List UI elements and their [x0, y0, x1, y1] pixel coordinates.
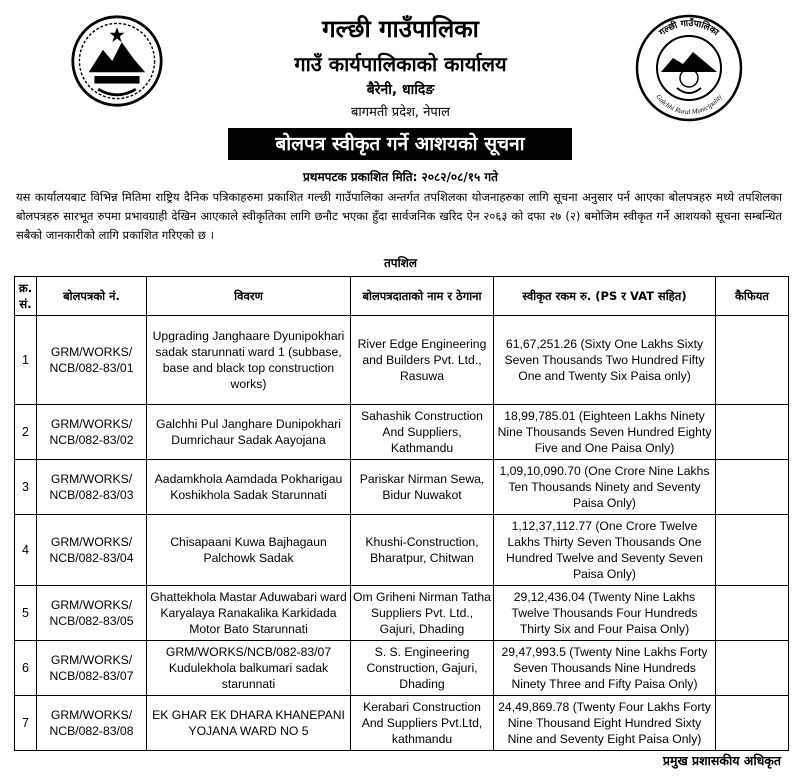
cell-sn: 2 — [15, 405, 37, 460]
cell-description: Chisapaani Kuwa Bajhagaun Palchowk Sadak — [147, 515, 351, 586]
cell-bidder: Khushi-Construction, Bharatpur, Chitwan — [351, 515, 494, 586]
table-row — [15, 316, 789, 405]
table-row — [15, 641, 789, 696]
cell-sn: 6 — [15, 641, 37, 696]
cell-bid-no: GRM/WORKS/ NCB/082-83/08 — [37, 696, 147, 751]
cell-bid-no: GRM/WORKS/ NCB/082-83/07 — [37, 641, 147, 696]
cell-bidder: Kerabari Construction And Suppliers Pvt.Ltd, kathmandu — [351, 696, 494, 751]
col-remarks: कैफियत — [716, 277, 789, 316]
cell-amount: 18,99,785.01 (Eighteen Lakhs Ninety Nine Thousands Seven Hundred Eighty Five and One Paisa Only) — [494, 405, 716, 460]
cell-remarks — [716, 515, 789, 586]
notice-body: यस कार्यालयबाट विभिन्न मितिमा राष्ट्रिय दैनिक पत्रिकाहरुमा प्रकाशित गल्छी गाउँपालिका अन्तर्गत तपशिलका योजनाहरुका लागि सूचना अनुसार पर्न आएका बोलपत्रहरु मध्ये तपशिलका बोलपत्रहरु सारभूत रुपमा प्रभावग्राही देखिन आएकाले स्वीकृतिका लागि छनौट भएका हुँदा सार्वजनिक खरिद ऐन २०६३ को दफा २७ (२) बमोजिम स्वीकृत गर्ने आशयको सूचना सम्बन्धित सबैको जानकारीको लागि प्रकाशित गरिएको छ । — [16, 190, 782, 242]
cell-sn: 7 — [15, 696, 37, 751]
cell-description: Ghattekhola Mastar Aduwabari ward Karyalaya Ranakalika Karkidada Motor Bato Starunnati — [147, 586, 351, 641]
cell-remarks — [716, 641, 789, 696]
cell-bid-no: GRM/WORKS/ NCB/082-83/02 — [37, 405, 147, 460]
col-bidder: बोलपत्रदाताको नाम र ठेगाना — [351, 277, 494, 316]
cell-sn: 4 — [15, 515, 37, 586]
cell-bidder: S. S. Engineering Construction, Gajuri, Dhading — [351, 641, 494, 696]
cell-sn: 3 — [15, 460, 37, 515]
cell-amount: 24,49,869.78 (Twenty Four Lakhs Forty Nine Thousand Eight Hundred Sixty Nine and Seventy Eight Paisa Only) — [494, 696, 716, 751]
table-header-row — [15, 277, 789, 316]
cell-remarks — [716, 460, 789, 515]
cell-bidder: River Edge Engineering and Builders Pvt. Ltd., Rasuwa — [351, 316, 494, 405]
signature-title: प्रमुख प्रशासकीय अधिकृत — [662, 753, 781, 768]
cell-amount: 1,12,37,112.77 (One Crore Twelve Lakhs Thirty Seven Thousands One Hundred Twelve and Seventy Seven Paisa Only) — [494, 515, 716, 586]
cell-amount: 29,47,993.5 (Twenty Nine Lakhs Forty Seven Thousands Nine Hundreds Ninety Three and Fifty Paisa Only) — [494, 641, 716, 696]
cell-sn: 5 — [15, 586, 37, 641]
cell-amount: 29,12,436.04 (Twenty Nine Lakhs Twelve Thousands Four Hundreds Thirty Six and Four Paisa Only) — [494, 586, 716, 641]
office-location: बैरेनी, धादिङ — [366, 82, 435, 98]
cell-remarks — [716, 405, 789, 460]
col-bid-no: बोलपत्रको नं. — [37, 277, 147, 316]
bid-table — [14, 276, 789, 751]
cell-bid-no: GRM/WORKS/ NCB/082-83/04 — [37, 515, 147, 586]
cell-amount: 1,09,10,090.70 (One Crore Nine Lakhs Ten Thousands Ninety and Seventy Paisa Only) — [494, 460, 716, 515]
cell-description: Upgrading Janghaare Dyunipokhari sadak starunnati ward 1 (subbase, base and black top construction works) — [147, 316, 351, 405]
municipality-name: गल्छी गाउँपालिका — [322, 15, 479, 43]
cell-remarks — [716, 316, 789, 405]
published-date: प्रथमपटक प्रकाशित मिति: २०८२/०८/१५ गते — [302, 170, 499, 184]
table-title: तपशिल — [383, 256, 418, 270]
notice-title: बोलपत्र स्वीकृत गर्ने आशयको सूचना — [228, 128, 572, 160]
office-name: गाउँ कार्यपालिकाको कार्यालय — [294, 52, 507, 76]
cell-bidder: Sahashik Construction And Suppliers, Kathmandu — [351, 405, 494, 460]
col-amount: स्वीकृत रकम रु. (PS र VAT सहित) — [494, 277, 716, 316]
cell-bid-no: GRM/WORKS/ NCB/082-83/01 — [37, 316, 147, 405]
table-row — [15, 586, 789, 641]
seal-bottom-text: Galchhi Rural Municipality — [654, 92, 724, 117]
cell-bid-no: GRM/WORKS/ NCB/082-83/05 — [37, 586, 147, 641]
cell-bidder: Pariskar Nirman Sewa, Bidur Nuwakot — [351, 460, 494, 515]
table-row — [15, 405, 789, 460]
seal-top-text: गल्छी गाउँपालिका — [657, 18, 721, 39]
cell-description: GRM/WORKS/NCB/082-83/07 Kudulekhola balkumari sadak starunnati — [147, 641, 351, 696]
table-row — [15, 460, 789, 515]
cell-bidder: Om Griheni Nirman Tatha Suppliers Pvt. Ltd., Gajuri, Dhading — [351, 586, 494, 641]
office-province: बागमती प्रदेश, नेपाल — [351, 105, 450, 120]
cell-description: Galchhi Pul Janghare Dunipokhari Dumrichaur Sadak Aayojana — [147, 405, 351, 460]
cell-description: EK GHAR EK DHARA KHANEPANI YOJANA WARD NO 5 — [147, 696, 351, 751]
cell-bid-no: GRM/WORKS/ NCB/082-83/03 — [37, 460, 147, 515]
cell-description: Aadamkhola Aamdada Pokharigau Koshikhola Sadak Starunnati — [147, 460, 351, 515]
table-row — [15, 696, 789, 751]
cell-remarks — [716, 696, 789, 751]
col-description: विवरण — [147, 277, 351, 316]
col-sn: क्र. सं. — [15, 277, 37, 316]
cell-remarks — [716, 586, 789, 641]
cell-amount: 61,67,251.26 (Sixty One Lakhs Sixty Seven Thousands Two Hundred Fifty One and Twenty Six Paisa only) — [494, 316, 716, 405]
cell-sn: 1 — [15, 316, 37, 405]
table-row — [15, 515, 789, 586]
